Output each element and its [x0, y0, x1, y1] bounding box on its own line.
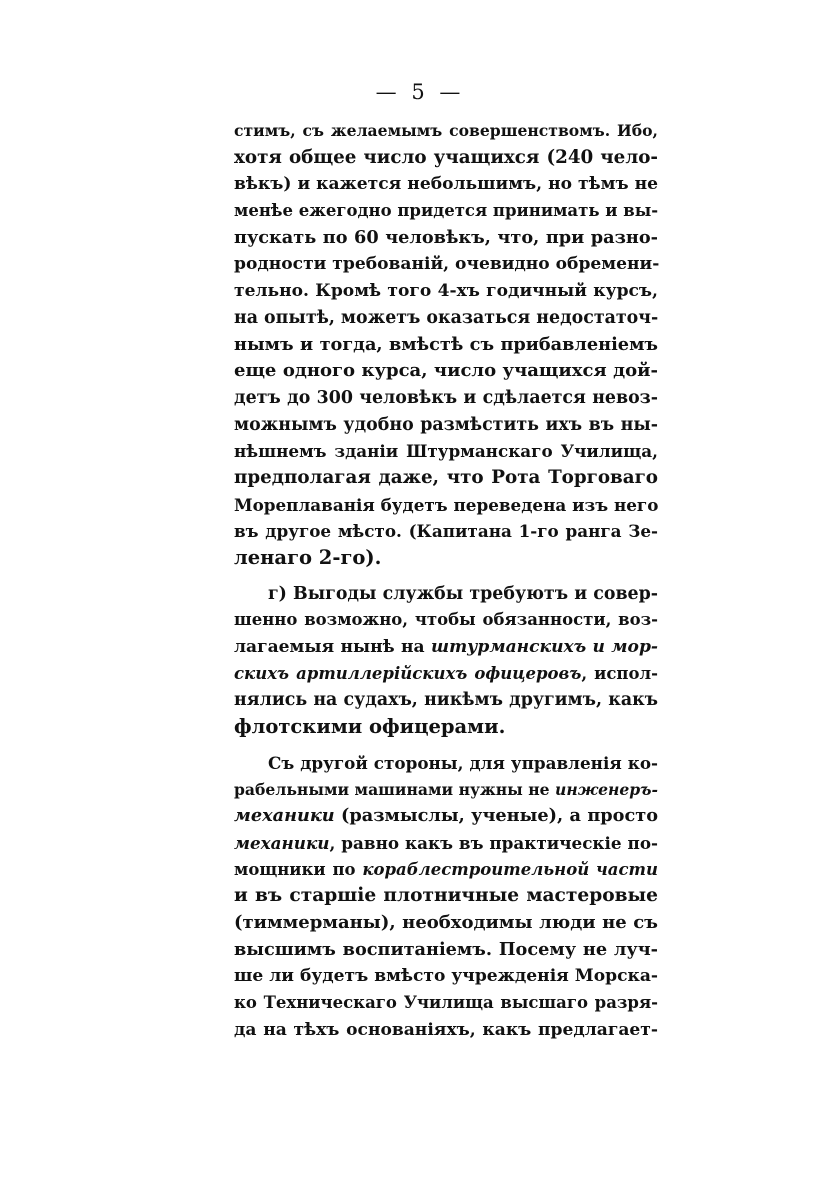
text-line: стимъ, съ желаемымъ совершенствомъ. Ибо,: [234, 121, 658, 140]
text-line: Съ другой стороны, для управленія ко-: [268, 752, 658, 773]
text-line: еще одного курса, число учащихся дой-: [234, 360, 658, 382]
italic-run: механики: [234, 805, 335, 827]
text-line: и въ старшіе плотничные мастеровые: [234, 885, 658, 907]
text-line: пускать по 60 человѣкъ, что, при разно-: [234, 226, 658, 248]
paragraph-3: [234, 750, 658, 1044]
text-run: рабельными машинами нужны не: [234, 779, 555, 799]
text-line: предполагая даже, что Рота Торговаго: [234, 466, 658, 488]
text-run: , равно какъ въ практическіе по-: [329, 832, 658, 853]
text-line: нялись на судахъ, никѣмъ другимъ, какъ: [234, 690, 658, 711]
text-line: [234, 857, 658, 884]
text-line: ше ли будетъ вмѣсто учрежденія Морска-: [234, 966, 658, 987]
text-line: менѣе ежегодно придется принимать и вы-: [234, 201, 659, 221]
text-line: флотскими офицерами.: [234, 715, 506, 739]
text-run: лагаемыя нынѣ на: [234, 637, 431, 658]
italic-run: кораблестроительной части: [362, 859, 658, 879]
text-line: (тиммерманы), необходимы люди не съ: [234, 911, 658, 933]
paragraph-1: [234, 118, 658, 572]
text-line: [234, 634, 658, 661]
text-line: родности требованій, очевидно обремени-: [234, 254, 660, 275]
text-line: Мореплаванія будетъ переведена изъ него: [234, 494, 659, 515]
text-line: на опытѣ, можетъ оказаться недостаточ-: [234, 307, 659, 328]
italic-run: механики: [234, 832, 330, 853]
body-text: [234, 118, 658, 1043]
text-line: шенно возможно, чтобы обязанности, воз-: [234, 610, 658, 630]
text-line: [234, 803, 658, 830]
text-run: (размыслы, ученые), а просто: [334, 805, 658, 827]
text-line: да на тѣхъ основаніяхъ, какъ предлагает-: [234, 1019, 658, 1040]
paragraph-2: [234, 581, 658, 741]
text-line: въ другое мѣсто. (Капитана 1-го ранга Зе-: [234, 521, 658, 542]
text-line: хотя общее число учащихся (240 чело-: [234, 146, 658, 168]
text-line: [234, 661, 658, 688]
text-line: [234, 777, 658, 804]
text-line: нѣшнемъ зданіи Штурманскаго Училища,: [234, 441, 658, 462]
page-number: — 5 —: [375, 80, 465, 104]
text-run: мощники по: [234, 859, 363, 879]
text-line: г) Выгоды службы требуютъ и совер-: [268, 583, 658, 604]
text-line: [234, 830, 658, 857]
text-line: вѣкъ) и кажется небольшимъ, но тѣмъ не: [234, 174, 658, 195]
text-line: тельно. Кромѣ того 4-хъ годичный курсъ,: [234, 281, 658, 302]
text-line: ленаго 2-го).: [234, 546, 382, 569]
italic-run: скихъ артиллерійскихъ офицеровъ: [234, 663, 582, 683]
text-line: можнымъ удобно размѣстить ихъ въ ны-: [234, 414, 658, 435]
text-line: высшимъ воспитаніемъ. Посему не луч-: [234, 938, 658, 960]
italic-run: инженеръ-: [555, 779, 658, 799]
text-line: детъ до 300 человѣкъ и сдѣлается невоз-: [234, 387, 658, 408]
text-run: , испол-: [581, 663, 658, 683]
text-line: нымъ и тогда, вмѣстѣ съ прибавленіемъ: [234, 333, 658, 355]
italic-run: штурманскихъ и мор-: [431, 637, 658, 658]
text-line: ко Техническаго Училища высшаго разря-: [234, 993, 658, 1012]
